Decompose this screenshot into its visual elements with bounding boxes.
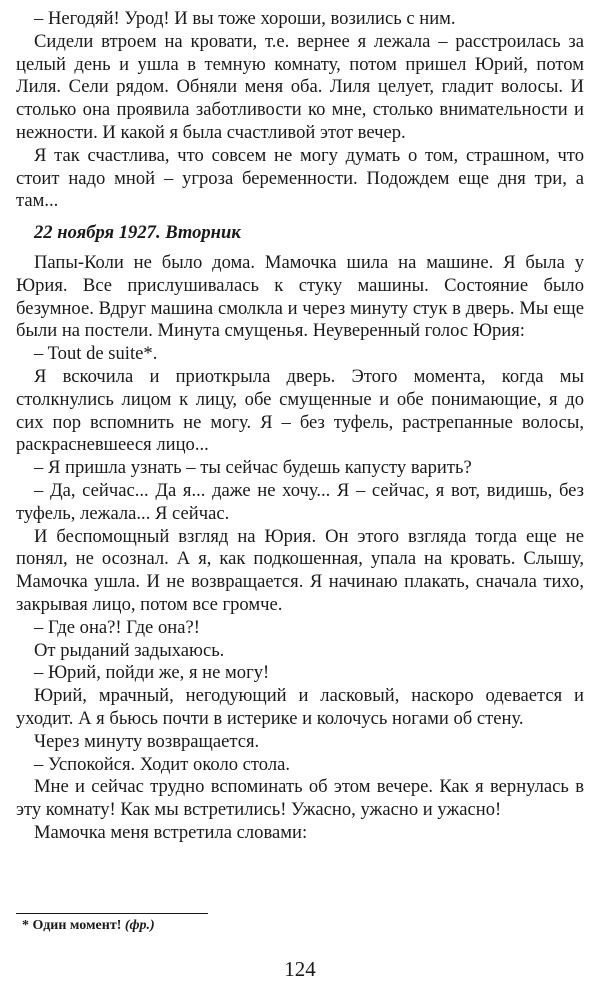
paragraph: – Где она?! Где она?!	[34, 616, 200, 638]
paragraph: От рыданий задыхаюсь.	[34, 639, 225, 661]
paragraph: Папы-Коли не было дома. Мамочка шила на машине. Я была у Юрия. Все прислушивалась к стуку машины. Состояние было безумное. Вдруг машина смолкла и через минуту стук в дверь. Мы еще были на постели. Минута смущенья. Неуверенный голос Юрия:	[16, 251, 584, 342]
paragraph: Я вскочила и приоткрыла дверь. Этого момента, когда мы столкнулись лицом к лицу, обе смущенные и обе понимающие, я до сих пор вспомнить не могу. Я – без туфель, растрепанные волосы, раскрасневшееся лицо...	[16, 365, 584, 456]
footnote-text: Один момент!	[32, 918, 122, 933]
paragraph: И беспомощный взгляд на Юрия. Он этого взгляда тогда еще не понял, не осознал. А я, как подкошенная, упала на кровать. Слышу, Мамочка ушла. И не возвращается. Я начинаю плакать, сначала тихо, закрывая лицо, потом все громче.	[16, 525, 584, 615]
paragraph: Мне и сейчас трудно вспоминать об этом вечере. Как я вернулась в эту комнату! Как мы встретились! Ужасно, ужасно и ужасно!	[16, 776, 584, 821]
paragraph: Мамочка меня встретила словами:	[34, 821, 308, 843]
footnote	[22, 917, 155, 935]
paragraph: – Негодяй! Урод! И вы тоже хороши, возились с ним.	[34, 8, 456, 29]
footnote-marker: *	[22, 918, 29, 933]
page-number: 124	[284, 957, 316, 981]
paragraph: – Я пришла узнать – ты сейчас будешь капусту варить?	[34, 457, 472, 479]
paragraph: – Успокойся. Ходит около стола.	[34, 753, 291, 775]
paragraph: Через минуту возвращается.	[34, 730, 260, 752]
paragraph: Юрий, мрачный, негодующий и ласковый, наскоро одевается и уходит. А я бьюсь почти в истерике и колочусь ногами об стену.	[16, 685, 584, 729]
paragraph: – Да, сейчас... Да я... даже не хочу... Я – сейчас, я вот, видишь, без туфель, лежала... Я сейчас.	[16, 479, 584, 524]
paragraph: – Tout de suite*.	[34, 343, 158, 365]
footnote-divider	[16, 913, 208, 914]
date-heading: 22 ноября 1927. Вторник	[34, 222, 241, 244]
page-body	[16, 8, 584, 845]
paragraph: Сидели втроем на кровати, т.е. вернее я лежала – расстроилась за целый день и ушла в темную комнату, потом пришел Юрий, потом Лиля. Сели рядом. Обняли меня оба. Лиля целует, гладит волосы. И столько она проявила заботливости ко мне, столько внимательности и нежности. И какой я была счастливой этот вечер.	[16, 30, 584, 143]
paragraph: Я так счастлива, что совсем не могу думать о том, страшном, что стоит надо мной – угроза беременности. Подождем еще дня три, а там...	[16, 144, 584, 212]
paragraph: – Юрий, пойди же, я не могу!	[34, 662, 270, 684]
footnote-language-note: (фр.)	[124, 918, 155, 933]
